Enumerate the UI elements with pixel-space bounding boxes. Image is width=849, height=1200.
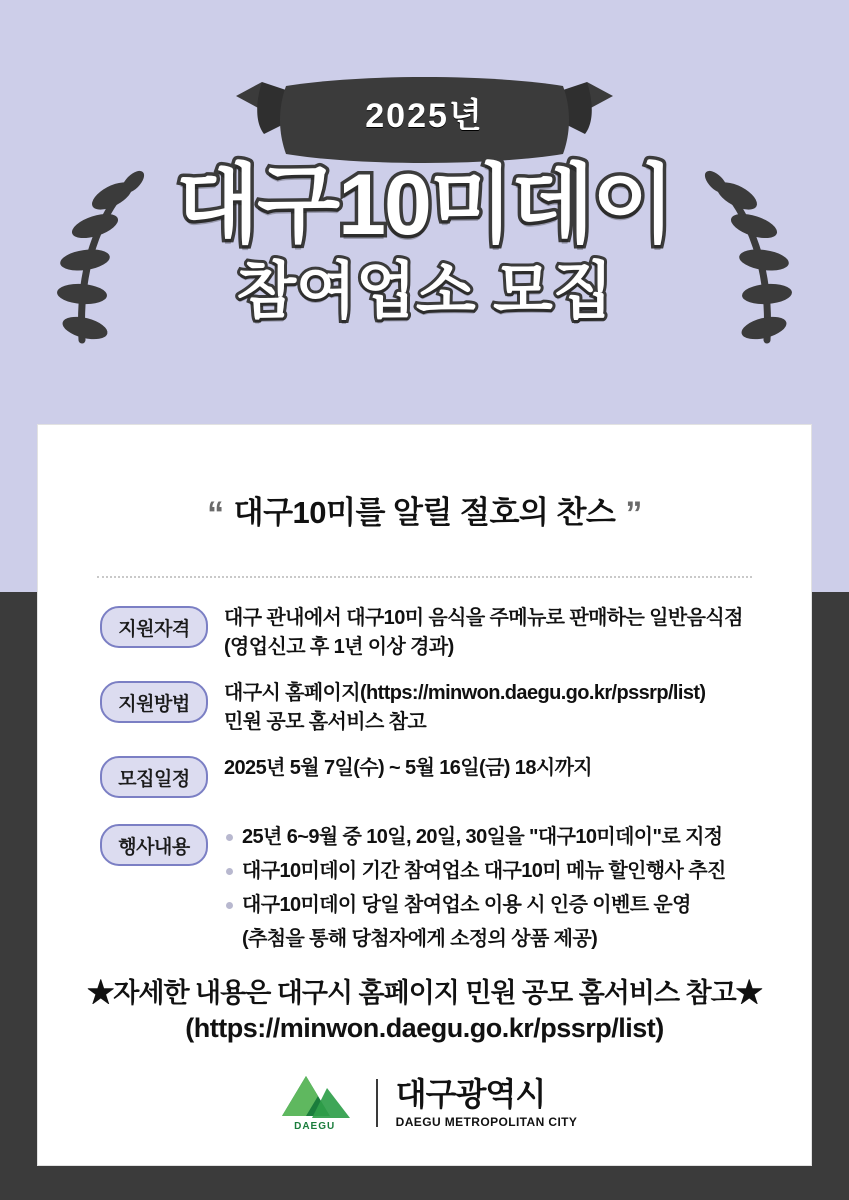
tag-schedule: 모집일정 bbox=[100, 756, 208, 798]
banner-year: 2025년 bbox=[365, 97, 484, 135]
row-how-to-apply bbox=[100, 679, 811, 737]
info-rows bbox=[38, 604, 811, 958]
title-main: 대구10미데이 bbox=[175, 157, 674, 253]
list-item: 대구10미데이 기간 참여업소 대구10미 메뉴 할인행사 추진 bbox=[224, 856, 726, 886]
city-logo bbox=[38, 1072, 811, 1134]
poster-title bbox=[0, 157, 849, 327]
row-eligibility-line-2: (영업신고 후 1년 이상 경과) bbox=[224, 636, 454, 658]
title-sub: 참여업소 모집 bbox=[236, 257, 613, 327]
event-bullet-list bbox=[224, 822, 726, 954]
content-card bbox=[38, 425, 811, 1165]
logo-name-ko: 대구광역시 bbox=[395, 1075, 546, 1112]
daegu-mountain-icon bbox=[272, 1072, 358, 1134]
quote-open-mark: “ bbox=[207, 495, 224, 533]
logo-name-en: DAEGU METROPOLITAN CITY bbox=[395, 1114, 578, 1129]
row-how-to-apply-line-2: 민원 공모 홈서비스 참고 bbox=[224, 711, 427, 733]
row-schedule-line-1: 2025년 5월 7일(수) ~ 5월 16일(금) 18시까지 bbox=[224, 757, 593, 779]
row-schedule bbox=[100, 754, 811, 798]
divider bbox=[97, 576, 752, 578]
quote-text: 대구10미를 알릴 절호의 찬스 bbox=[233, 495, 616, 530]
row-event-details bbox=[100, 822, 811, 958]
footer-url: (https://minwon.daegu.go.kr/pssrp/list) bbox=[185, 1013, 664, 1044]
tag-event-details: 행사내용 bbox=[100, 824, 208, 866]
quote-line bbox=[38, 487, 811, 534]
logo-divider bbox=[376, 1079, 378, 1127]
logo-names bbox=[395, 1075, 578, 1129]
list-item: 25년 6~9월 중 10일, 20일, 30일을 "대구10미데이"로 지정 bbox=[224, 822, 726, 852]
row-event-details-body bbox=[224, 822, 726, 958]
quote-close-mark: ” bbox=[625, 495, 642, 533]
tag-eligibility: 지원자격 bbox=[100, 606, 208, 648]
list-item-sub: (추첨을 통해 당첨자에게 소정의 상품 제공) bbox=[242, 928, 598, 950]
tag-how-to-apply: 지원방법 bbox=[100, 681, 208, 723]
list-item: 대구10미데이 당일 참여업소 이용 시 인증 이벤트 운영 bbox=[224, 890, 726, 920]
row-eligibility-body bbox=[224, 604, 743, 662]
row-schedule-body bbox=[224, 754, 592, 783]
row-eligibility bbox=[100, 604, 811, 662]
row-eligibility-line-1: 대구 관내에서 대구10미 음식을 주메뉴로 판매하는 일반음식점 bbox=[224, 607, 743, 629]
footer-note: ★자세한 내용은 대구시 홈페이지 민원 공모 홈서비스 참고★ bbox=[87, 978, 762, 1008]
row-how-to-apply-body bbox=[224, 679, 706, 737]
row-how-to-apply-line-1: 대구시 홈페이지(https://minwon.daegu.go.kr/pssrp/list) bbox=[224, 682, 706, 704]
daegu-mark-label: DAEGU bbox=[294, 1121, 336, 1133]
